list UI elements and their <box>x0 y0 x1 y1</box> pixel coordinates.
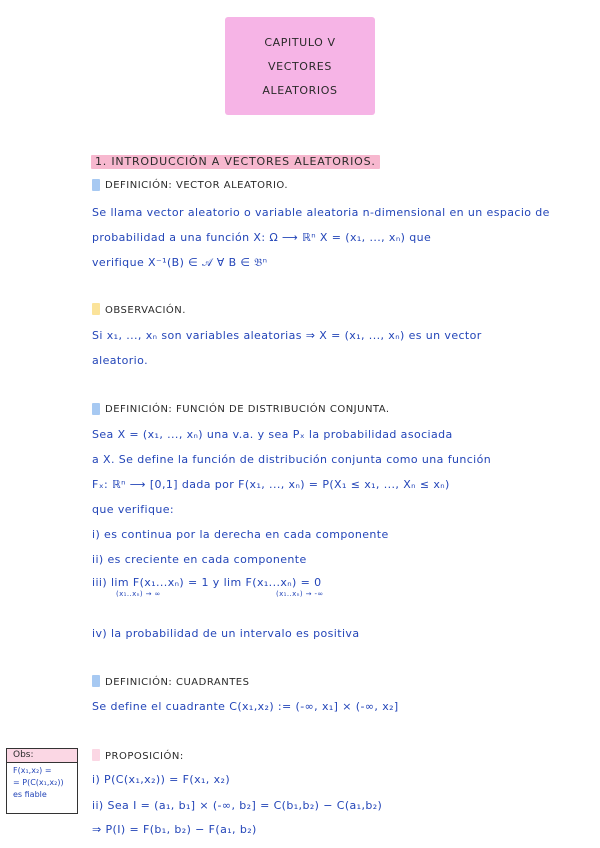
observation-line-1: Si x₁, ..., xₙ son variables aleatorias ⇒ X = (x₁, ..., xₙ) es un vector <box>92 329 482 342</box>
observation-marker <box>92 303 100 315</box>
chapter-title-line-2: VECTORES <box>268 59 332 73</box>
definition-quadrant-label: DEFINICIÓN: CUADRANTES <box>105 677 250 688</box>
proposition-marker <box>92 749 100 761</box>
chapter-title-line-1: CAPITULO V <box>264 35 336 49</box>
definition-vector-label: DEFINICIÓN: VECTOR ALEATORIO. <box>105 180 289 191</box>
observation-side-box-line-3: es fiable <box>13 790 47 799</box>
observation-side-box-head: Obs: <box>7 749 77 763</box>
section-heading: 1. INTRODUCCIÓN A VECTORES ALEATORIOS. <box>91 155 380 169</box>
distribution-line-1: Sea X = (x₁, ..., xₙ) una v.a. y sea Pₓ la probabilidad asociada <box>92 428 453 441</box>
distribution-line-2: a X. Se define la función de distribución conjunta como una función <box>92 453 492 466</box>
proposition-line-2: ii) Sea I = (a₁, b₁] × (-∞, b₂] = C(b₁,b₂) − C(a₁,b₂) <box>92 799 383 812</box>
quadrant-definition-line: Se define el cuadrante C(x₁,x₂) := (-∞, x₁] × (-∞, x₂] <box>92 700 399 713</box>
definition-vector-line-1: Se llama vector aleatorio o variable aleatoria n-dimensional en un espacio de <box>92 206 550 219</box>
definition-vector-line-2: probabilidad a una función X: Ω ⟶ ℝⁿ X = (x₁, ..., xₙ) que <box>92 231 432 244</box>
distribution-property-i: i) es continua por la derecha en cada componente <box>92 528 389 541</box>
proposition-line-1: i) P(C(x₁,x₂)) = F(x₁, x₂) <box>92 773 231 786</box>
distribution-line-3: Fₓ: ℝⁿ ⟶ [0,1] dada por F(x₁, ..., xₙ) = P(X₁ ≤ x₁, ..., Xₙ ≤ xₙ) <box>92 478 450 491</box>
definition-distribution-label: DEFINICIÓN: FUNCIÓN DE DISTRIBUCIÓN CONJUNTA. <box>105 404 390 415</box>
observation-side-box <box>6 748 78 814</box>
definition-marker <box>92 675 100 687</box>
proposition-line-3: ⇒ P(I) = F(b₁, b₂) − F(a₁, b₂) <box>92 823 257 836</box>
observation-side-box-line-2: = P(C(x₁,x₂)) <box>13 778 64 787</box>
limit-subscript-minus: (x₁..xₙ) → -∞ <box>276 590 324 598</box>
distribution-property-iii: iii) lim F(x₁...xₙ) = 1 y lim F(x₁...xₙ) = 0 <box>92 576 322 589</box>
observation-label: OBSERVACIÓN. <box>105 305 186 316</box>
distribution-line-4: que verifique: <box>92 503 175 516</box>
chapter-title-box <box>225 17 375 115</box>
definition-marker <box>92 179 100 191</box>
distribution-property-ii: ii) es creciente en cada componente <box>92 553 307 566</box>
chapter-title-line-3: ALEATORIOS <box>262 83 338 97</box>
definition-marker <box>92 403 100 415</box>
observation-line-2: aleatorio. <box>92 354 148 367</box>
observation-side-box-line-1: F(x₁,x₂) = <box>13 766 52 775</box>
definition-vector-line-3: verifique X⁻¹(B) ∈ 𝒜 ∀ B ∈ 𝔅ⁿ <box>92 256 268 269</box>
proposition-label: PROPOSICIÓN: <box>105 751 184 762</box>
distribution-property-iv: iv) la probabilidad de un intervalo es positiva <box>92 627 360 640</box>
limit-subscript-plus: (x₁..xₙ) → ∞ <box>116 590 161 598</box>
